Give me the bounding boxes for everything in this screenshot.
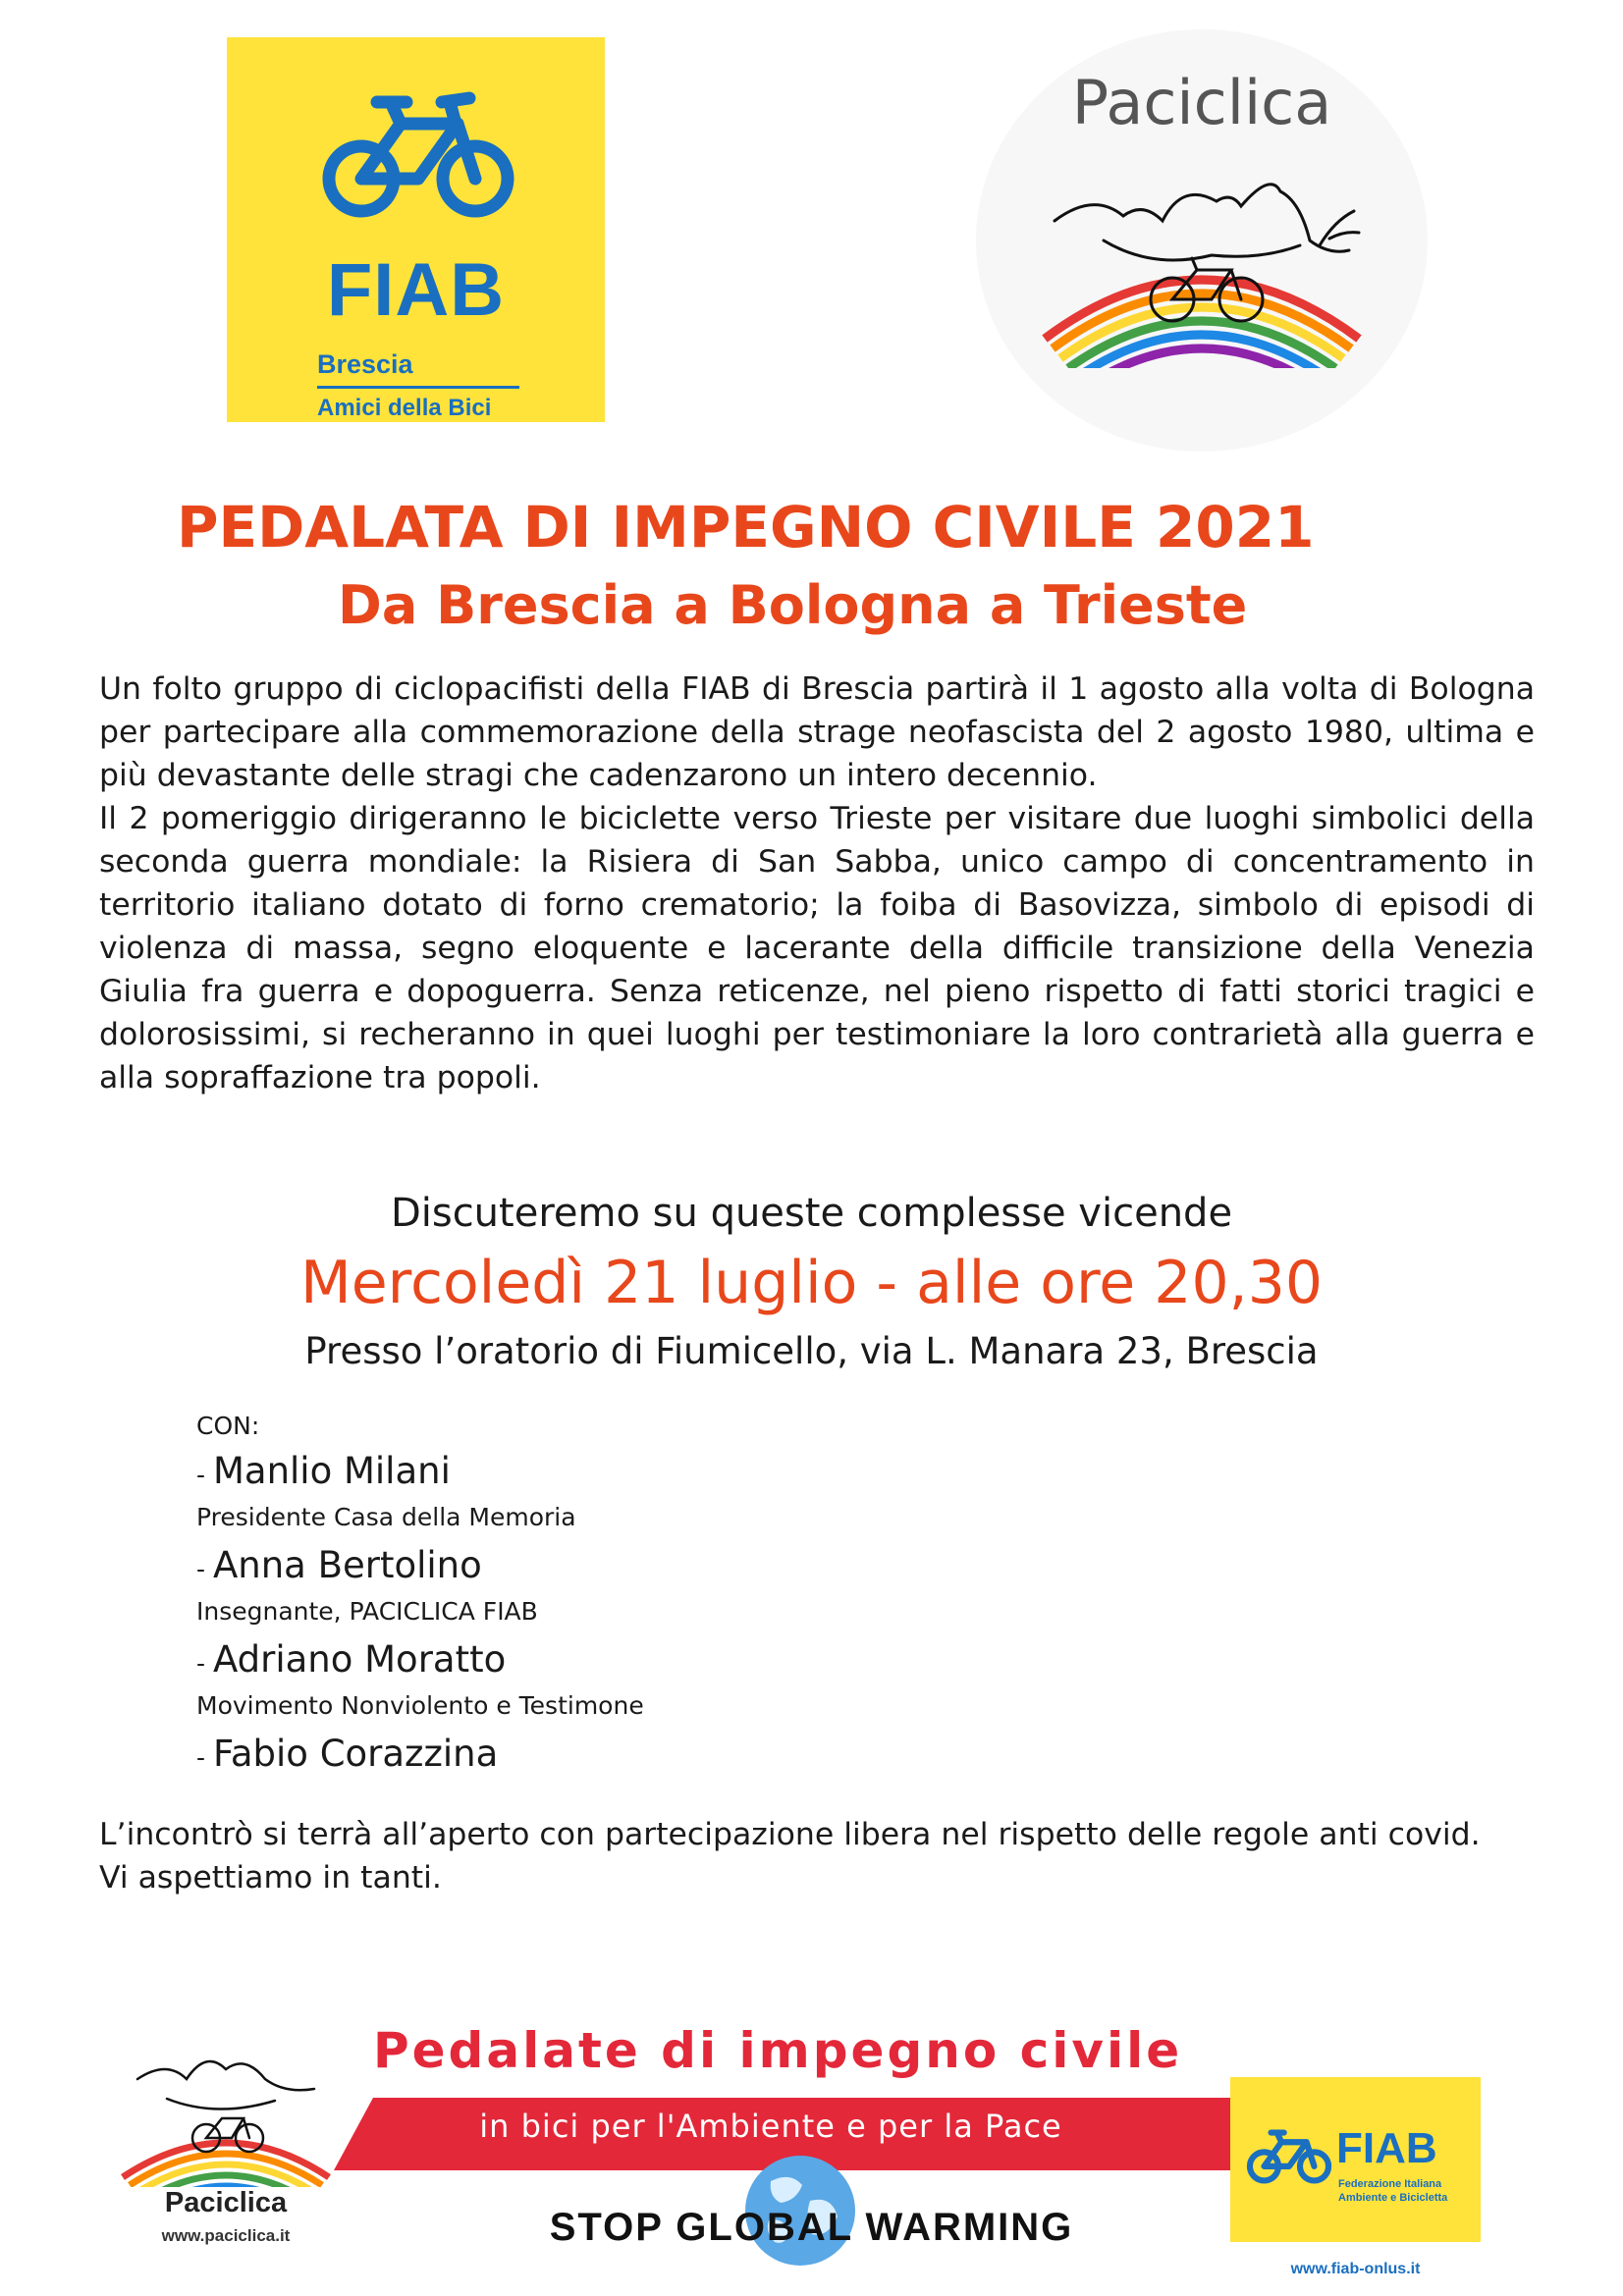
paciclica-footer-text: Paciclica xyxy=(164,2187,288,2218)
fiab-full-name: Federazione Italiana Ambiente e Bicicletta xyxy=(1338,2178,1448,2204)
speaker-name-text: Fabio Corazzina xyxy=(212,1733,499,1775)
speaker-dash: - xyxy=(196,1461,213,1489)
speaker-role: Movimento Nonviolento e Testimone xyxy=(196,1691,644,1720)
event-intro: Discuteremo su queste complesse vicende xyxy=(390,1191,1233,1236)
paciclica-logo xyxy=(976,29,1428,452)
speaker-name-text: Manlio Milani xyxy=(212,1450,451,1492)
dove-rainbow-icon xyxy=(118,2040,334,2187)
speaker-dash: - xyxy=(196,1555,213,1583)
paciclica-logo-text: Paciclica xyxy=(1071,67,1332,138)
fiab-logo-text: FIAB xyxy=(326,248,506,332)
bicycle-icon xyxy=(1246,2124,1332,2185)
fiab-url: www.fiab-onlus.it xyxy=(1290,2261,1421,2277)
speaker-name xyxy=(196,1731,644,1782)
page-title: PEDALATA DI IMPEGNO CIVILE 2021 xyxy=(177,494,1315,561)
event-datetime: Mercoledì 21 luglio - alle ore 20,30 xyxy=(299,1249,1324,1317)
fiab-footer-logo xyxy=(1230,2077,1481,2242)
speaker-dash: - xyxy=(196,1743,213,1772)
footer-subtitle: in bici per l'Ambiente e per la Pace xyxy=(479,2108,1062,2145)
speaker-role: Insegnante, PACICLICA FIAB xyxy=(196,1597,538,1626)
fiab-tagline: Amici della Bici xyxy=(317,395,492,421)
body-paragraph: Un folto gruppo di ciclopacifisti della FIAB di Brescia partirà il 1 agosto alla volta di Bologna per partecipare alla commemorazione della strage neofascista del 2 agosto 1980, ultima e più devastante delle stragi che cadenzarono un intero decennio. xyxy=(99,671,1535,793)
bicycle-icon xyxy=(320,84,516,220)
fiab-city: Brescia xyxy=(317,349,413,379)
footer-title: Pedalate di impegno civile xyxy=(373,2022,1183,2079)
speaker-name-text: Adriano Moratto xyxy=(212,1638,507,1681)
speaker-dash: - xyxy=(196,1649,213,1678)
speakers-list xyxy=(196,1412,644,1782)
event-location: Presso l’oratorio di Fiumicello, via L. Manara 23, Brescia xyxy=(304,1330,1319,1372)
page-subtitle: Da Brescia a Bologna a Trieste xyxy=(338,574,1248,636)
speaker-name xyxy=(196,1636,644,1687)
divider xyxy=(317,386,519,389)
body-text xyxy=(99,667,1535,1099)
speaker-role: Presidente Casa della Memoria xyxy=(196,1503,576,1531)
fiab-brescia-logo xyxy=(227,37,605,422)
body-paragraph: Il 2 pomeriggio dirigeranno le biciclette verso Trieste per visitare due luoghi simbolici della seconda guerra mondiale: la Risiera di San Sabba, unico campo di concentramento in territorio italiano dotato di forno crematorio; la foiba di Basovizza, simbolo di episodi di violenza di massa, segno eloquente e lacerante della difficile transizione della Venezia Giulia fra guerra e dopoguerra. Senza reticenze, nel pieno rispetto di fatti storici tragici e dolorosissimi, si recheranno in quei luoghi per testimoniare la loro contrarietà alla guerra e alla sopraffazione tra popoli. xyxy=(99,801,1535,1095)
closing-line: Vi aspettiamo in tanti. xyxy=(99,1860,442,1896)
speaker-name-text: Anna Bertolino xyxy=(212,1544,482,1586)
speakers-label: CON: xyxy=(196,1412,260,1440)
paciclica-url: www.paciclica.it xyxy=(161,2226,291,2245)
closing-text xyxy=(99,1813,1552,1899)
paciclica-footer-logo xyxy=(118,2040,334,2256)
speaker-name xyxy=(196,1448,644,1499)
speaker-name xyxy=(196,1542,644,1593)
closing-line: L’incontrò si terrà all’aperto con partecipazione libera nel rispetto delle regole anti covid. xyxy=(99,1817,1481,1852)
footer-slogan: STOP GLOBAL WARMING xyxy=(549,2206,1074,2249)
dove-rainbow-bicycle-icon xyxy=(1035,162,1369,368)
fiab-footer-text: FIAB xyxy=(1336,2124,1437,2172)
